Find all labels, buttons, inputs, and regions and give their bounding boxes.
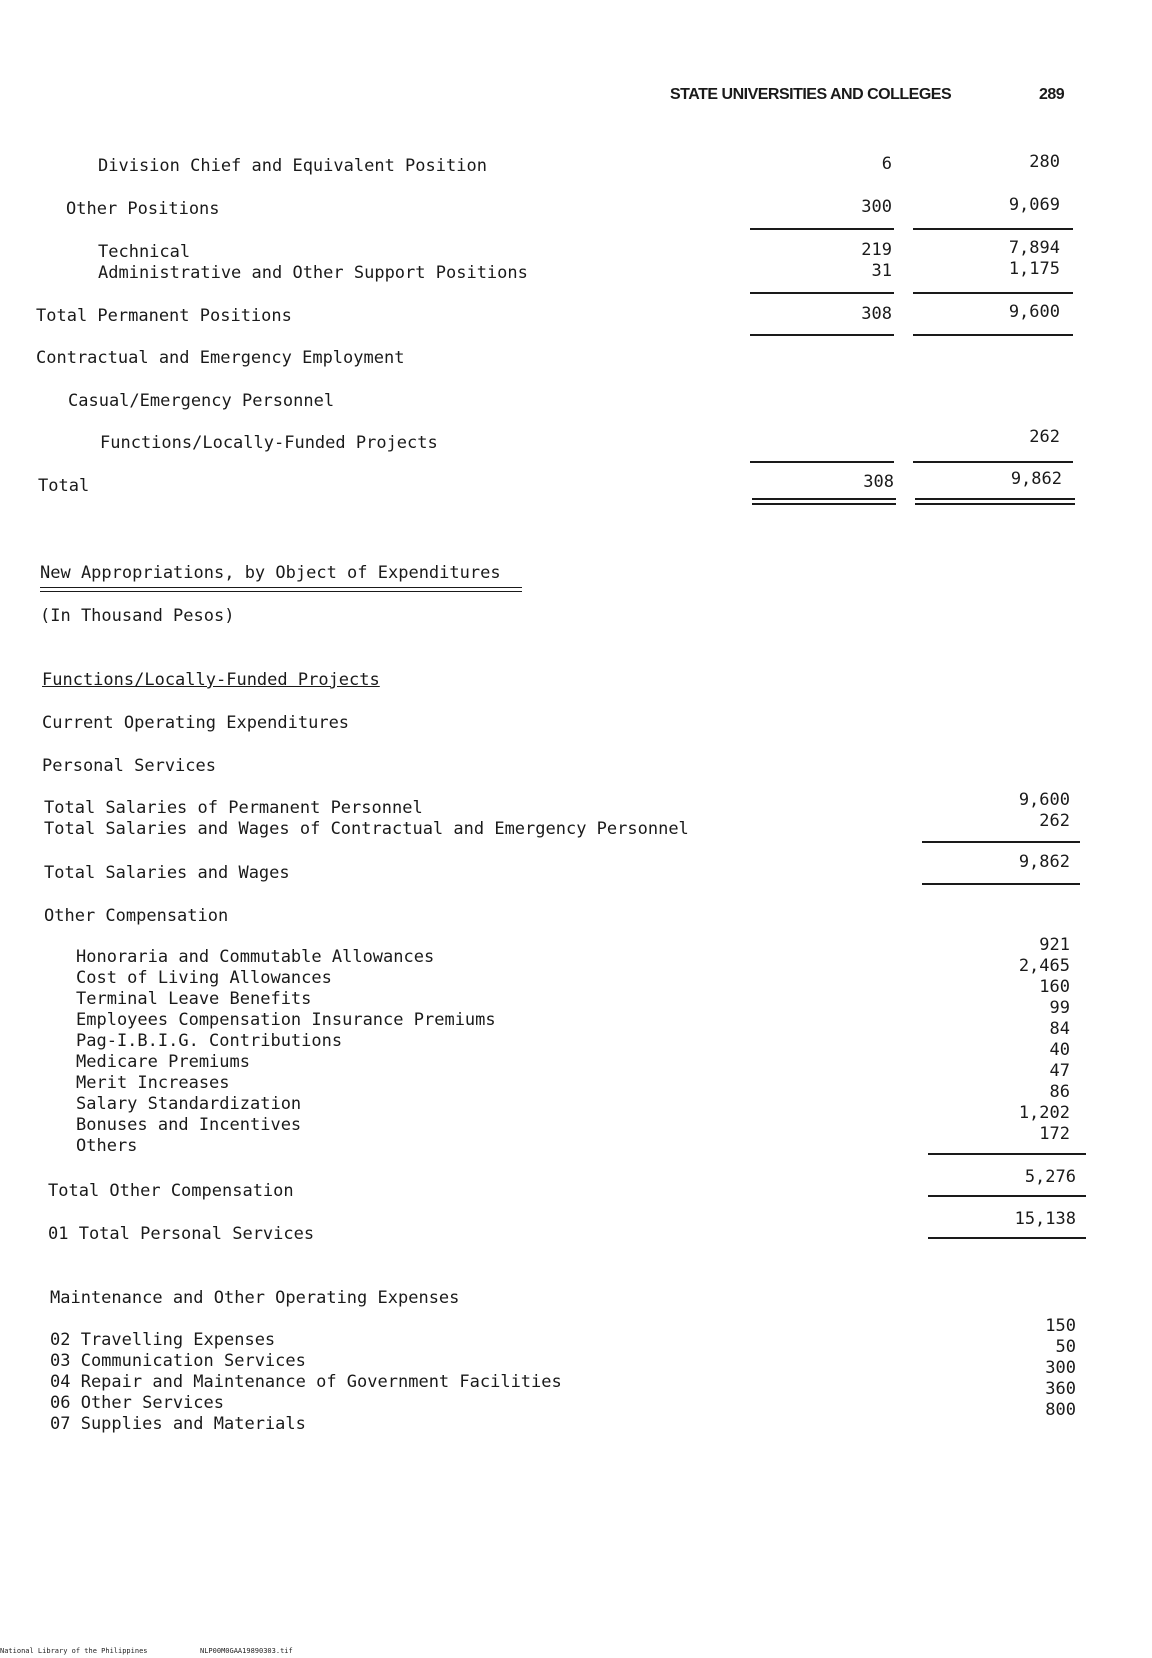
compensation-item-amount: 99 bbox=[1049, 998, 1070, 1018]
compensation-item-amount: 172 bbox=[1039, 1124, 1070, 1144]
rule bbox=[928, 1195, 1086, 1197]
total-permanent-label: Total Permanent Positions bbox=[36, 306, 292, 326]
casual-label: Casual/Emergency Personnel bbox=[68, 391, 335, 411]
mooe-heading: Maintenance and Other Operating Expenses bbox=[50, 1288, 460, 1308]
mooe-item-amount: 50 bbox=[1055, 1337, 1076, 1357]
double-rule bbox=[752, 503, 896, 505]
footer-library: National Library of the Philippines bbox=[0, 1647, 148, 1655]
mooe-item-label: 04 Repair and Maintenance of Government Facilities bbox=[50, 1372, 562, 1392]
compensation-item-amount: 84 bbox=[1049, 1019, 1070, 1039]
division-chief-amount: 280 bbox=[1029, 152, 1060, 172]
mooe-item-label: 02 Travelling Expenses bbox=[50, 1330, 276, 1350]
functions-amount: 262 bbox=[1029, 427, 1060, 447]
salaries-permanent-amount: 9,600 bbox=[1018, 790, 1070, 810]
compensation-item-label: Employees Compensation Insurance Premiums bbox=[76, 1010, 496, 1030]
rule bbox=[928, 1153, 1086, 1155]
double-rule bbox=[915, 498, 1075, 500]
compensation-item-label: Cost of Living Allowances bbox=[76, 968, 332, 988]
compensation-item-label: Bonuses and Incentives bbox=[76, 1115, 302, 1135]
salaries-contractual-amount: 262 bbox=[1039, 811, 1070, 831]
running-header-section: STATE UNIVERSITIES AND COLLEGES bbox=[670, 86, 952, 103]
rule bbox=[750, 334, 894, 336]
mooe-item-amount: 800 bbox=[1045, 1400, 1076, 1420]
mooe-item-amount: 300 bbox=[1045, 1358, 1076, 1378]
mooe-item-label: 07 Supplies and Materials bbox=[50, 1414, 306, 1434]
page-number: 289 bbox=[1039, 86, 1065, 103]
compensation-item-amount: 47 bbox=[1049, 1061, 1070, 1081]
technical-label: Technical bbox=[98, 242, 191, 262]
total-label: Total bbox=[38, 476, 90, 496]
salaries-contractual-label: Total Salaries and Wages of Contractual and Emergency Personnel bbox=[44, 819, 689, 839]
division-chief-count: 6 bbox=[881, 154, 892, 174]
division-chief-label: Division Chief and Equivalent Position bbox=[98, 156, 487, 176]
total-other-compensation-label: Total Other Compensation bbox=[48, 1181, 294, 1201]
compensation-item-amount: 921 bbox=[1039, 935, 1070, 955]
rule bbox=[750, 461, 894, 463]
contractual-label: Contractual and Emergency Employment bbox=[36, 348, 405, 368]
total-permanent-amount: 9,600 bbox=[1008, 302, 1060, 322]
compensation-item-label: Salary Standardization bbox=[76, 1094, 302, 1114]
technical-count: 219 bbox=[861, 240, 892, 260]
mooe-item-amount: 360 bbox=[1045, 1379, 1076, 1399]
compensation-item-amount: 1,202 bbox=[1018, 1103, 1070, 1123]
rule bbox=[750, 292, 894, 294]
mooe-item-amount: 150 bbox=[1045, 1316, 1076, 1336]
other-positions-count: 300 bbox=[861, 197, 892, 217]
title-underline bbox=[40, 587, 522, 588]
double-rule bbox=[752, 498, 896, 500]
compensation-item-amount: 86 bbox=[1049, 1082, 1070, 1102]
appropriations-title: New Appropriations, by Object of Expenditures bbox=[40, 563, 501, 583]
compensation-item-amount: 40 bbox=[1049, 1040, 1070, 1060]
technical-amount: 7,894 bbox=[1008, 238, 1060, 258]
other-compensation-heading: Other Compensation bbox=[44, 906, 229, 926]
section-heading: Functions/Locally-Funded Projects bbox=[42, 670, 380, 690]
double-rule bbox=[915, 503, 1075, 505]
other-positions-label: Other Positions bbox=[66, 199, 220, 219]
other-positions-amount: 9,069 bbox=[1008, 195, 1060, 215]
rule bbox=[922, 883, 1080, 885]
rule bbox=[913, 461, 1073, 463]
salaries-permanent-label: Total Salaries of Permanent Personnel bbox=[44, 798, 423, 818]
title-underline bbox=[40, 591, 522, 592]
rule bbox=[922, 841, 1080, 843]
functions-label: Functions/Locally-Funded Projects bbox=[100, 433, 438, 453]
compensation-item-amount: 2,465 bbox=[1018, 956, 1070, 976]
compensation-item-label: Merit Increases bbox=[76, 1073, 230, 1093]
rule bbox=[750, 228, 894, 230]
current-operating-heading: Current Operating Expenditures bbox=[42, 713, 350, 733]
total-salaries-label: Total Salaries and Wages bbox=[44, 863, 290, 883]
compensation-item-label: Terminal Leave Benefits bbox=[76, 989, 312, 1009]
rule bbox=[928, 1237, 1086, 1239]
total-amount: 9,862 bbox=[1010, 469, 1062, 489]
compensation-item-label: Honoraria and Commutable Allowances bbox=[76, 947, 435, 967]
admin-support-amount: 1,175 bbox=[1008, 259, 1060, 279]
total-personal-services-label: 01 Total Personal Services bbox=[48, 1224, 315, 1244]
footer-file: NLP00M0GAA19890303.tif bbox=[200, 1647, 293, 1655]
total-salaries-amount: 9,862 bbox=[1018, 852, 1070, 872]
compensation-item-label: Others bbox=[76, 1136, 138, 1156]
total-permanent-count: 308 bbox=[861, 304, 892, 324]
total-other-compensation-amount: 5,276 bbox=[1024, 1167, 1076, 1187]
rule bbox=[913, 334, 1073, 336]
compensation-item-label: Pag-I.B.I.G. Contributions bbox=[76, 1031, 343, 1051]
compensation-item-label: Medicare Premiums bbox=[76, 1052, 250, 1072]
admin-support-label: Administrative and Other Support Positions bbox=[98, 263, 528, 283]
mooe-item-label: 06 Other Services bbox=[50, 1393, 224, 1413]
admin-support-count: 31 bbox=[871, 261, 892, 281]
total-count: 308 bbox=[863, 472, 894, 492]
rule bbox=[913, 292, 1073, 294]
rule bbox=[913, 228, 1073, 230]
unit-note: (In Thousand Pesos) bbox=[40, 606, 235, 626]
total-personal-services-amount: 15,138 bbox=[1014, 1209, 1076, 1229]
personal-services-heading: Personal Services bbox=[42, 756, 216, 776]
compensation-item-amount: 160 bbox=[1039, 977, 1070, 997]
mooe-item-label: 03 Communication Services bbox=[50, 1351, 306, 1371]
